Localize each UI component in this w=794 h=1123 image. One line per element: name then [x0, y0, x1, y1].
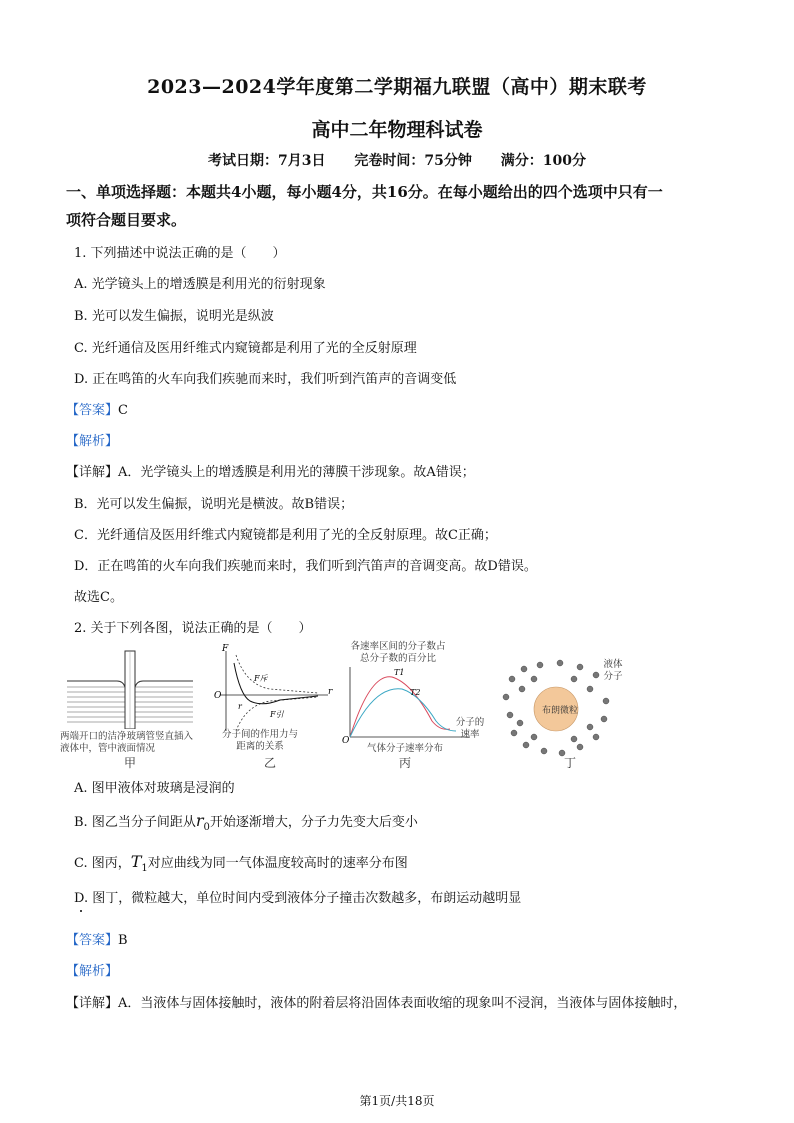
bing-curve-T2 [350, 689, 456, 737]
q2-analysis-tag: 【解析】 [66, 964, 119, 979]
figure-yi [210, 643, 340, 738]
q2-option-a: A. 图甲液体对玻璃是浸润的 [74, 781, 235, 796]
bing-label-T2: T2 [410, 688, 421, 697]
figure-jia [65, 647, 195, 729]
figure-ding-molecule-label: 液体分子 [603, 659, 623, 682]
bing-label-T1: T1 [394, 668, 405, 677]
q1-detail-a: 【详解】A．光学镜头上的增透膜是利用光的薄膜干涉现象。故A错误； [66, 465, 475, 480]
q1-analysis-tag: 【解析】 [66, 434, 119, 449]
q2-option-b: B. 图乙当分子间距从$r_0$开始逐渐增大，分子力先变大后变小 [74, 811, 418, 834]
stray-dot [80, 910, 82, 912]
yi-label-Fatt: F引 [270, 710, 284, 719]
bing-label-O: O [342, 736, 350, 743]
q1-option-a: A. 光学镜头上的增透膜是利用光的衍射现象 [74, 277, 326, 292]
exam-meta [0, 150, 794, 170]
q2-figures [60, 643, 700, 773]
figure-ding-label: 丁 [563, 756, 576, 770]
figure-bing-ylabel: 各速率区间的分子数占总分子数的百分比 [350, 641, 446, 664]
yi-repulsive-curve [236, 655, 318, 693]
yi-label-r0: r [238, 702, 242, 711]
yi-label-r: r [328, 687, 333, 697]
yi-label-F: F [222, 644, 229, 654]
q1-stem: 1. 下列描述中说法正确的是（ ） [74, 246, 286, 261]
exam-title: 2023—2024学年度第二学期福九联盟（高中）期末联考 [147, 76, 647, 98]
bing-curve-T1 [350, 677, 450, 737]
page-footer: 第1页/共18页 [359, 1094, 435, 1108]
figure-yi-label: 乙 [263, 756, 276, 770]
q1-option-b: B. 光可以发生偏振，说明光是纵波 [74, 309, 274, 324]
exam-date: 考试日期：7月3日 [208, 153, 326, 169]
q2-option-d: D. 图丁，微粒越大，单位时间内受到液体分子撞击次数越多，布朗运动越明显 [74, 891, 522, 906]
figure-bing-caption: 气体分子速率分布 [366, 743, 443, 754]
q2-answer: 【答案】B [66, 933, 128, 948]
yi-label-O: O [214, 691, 222, 701]
figure-jia-label: 甲 [123, 756, 136, 770]
figure-bing-label: 丙 [398, 756, 411, 770]
q2-stem: 2. 关于下列各图，说法正确的是（ ） [74, 621, 312, 636]
figure-bing-xlabel: 分子的速率 [455, 717, 485, 740]
q2-detail-a: 【详解】A．当液体与固体接触时，液体的附着层将沿固体表面收缩的现象叫不浸润，当液体与固体接触时， [66, 996, 687, 1011]
q2-option-c: C. 图丙，$T_1$对应曲线为同一气体温度较高时的速率分布图 [74, 852, 408, 875]
q1-option-c: C. 光纤通信及医用纤维式内窥镜都是利用了光的全反射原理 [74, 341, 417, 356]
exam-subtitle: 高中二年物理科试卷 [311, 119, 483, 141]
figure-yi-caption: 分子间的作用力与距离的关系 [221, 729, 298, 752]
yi-label-Frep: F斥 [254, 674, 268, 683]
q1-conclusion: 故选C。 [74, 590, 123, 605]
q1-answer: 【答案】C [66, 403, 128, 418]
ding-particle-label: 布朗微粒 [542, 706, 579, 716]
exam-score: 满分：100分 [500, 153, 586, 169]
yi-net-force-curve [234, 663, 318, 704]
figure-jia-caption: 两端开口的洁净玻璃管竖直插入液体中，管中液面情况 [60, 731, 194, 754]
q1-option-d: D. 正在鸣笛的火车向我们疾驰而来时，我们听到汽笛声的音调变低 [74, 372, 457, 387]
q1-detail-d: D．正在鸣笛的火车向我们疾驰而来时，我们听到汽笛声的音调变高。故D错误。 [74, 559, 537, 574]
exam-duration: 完卷时间：75分钟 [354, 153, 472, 169]
q1-detail-b: B．光可以发生偏振，说明光是横波。故B错误； [74, 497, 354, 512]
q1-detail-c: C．光纤通信及医用纤维式内窥镜都是利用了光的全反射原理。故C正确； [74, 528, 497, 543]
section-heading: 一、单项选择题：本题共4小题，每小题4分，共16分。在每小题给出的四个选项中只有一 项符合题目要求。 [66, 183, 663, 229]
